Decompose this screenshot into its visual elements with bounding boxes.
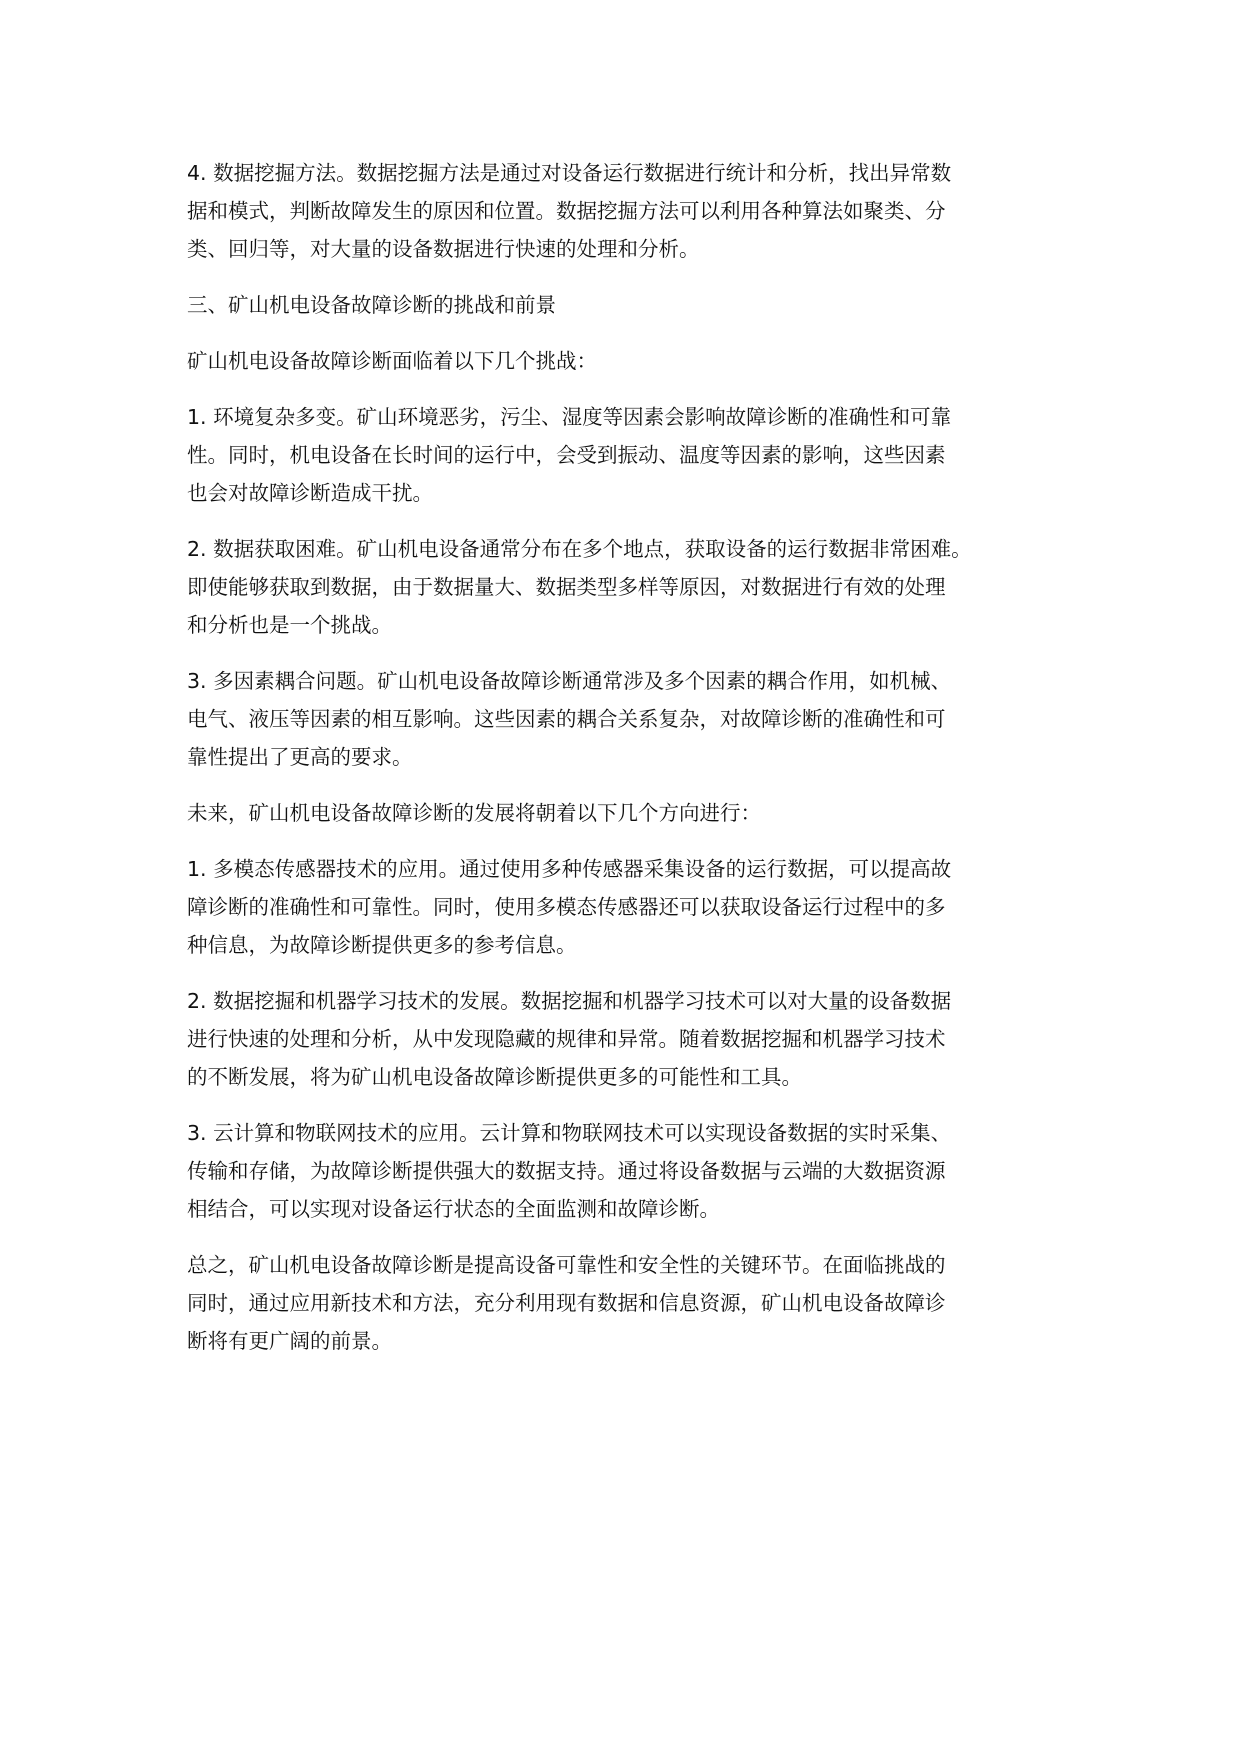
text-line: 3. 多因素耦合问题。矿山机电设备故障诊断通常涉及多个因素的耦合作用，如机械、 [187,669,952,693]
section-heading [187,286,1067,324]
text-line: 断将有更广阔的前景。 [187,1329,392,1353]
paragraph-data-mining-method [187,154,1067,268]
document-page [187,154,1067,1378]
text-line: 相结合，可以实现对设备运行状态的全面监测和故障诊断。 [187,1197,720,1221]
paragraph-challenge-3 [187,662,1067,776]
paragraph-challenge-2 [187,530,1067,644]
text-line: 的不断发展，将为矿山机电设备故障诊断提供更多的可能性和工具。 [187,1065,802,1089]
text-line: 总之，矿山机电设备故障诊断是提高设备可靠性和安全性的关键环节。在面临挑战的 [187,1253,946,1277]
text-line: 2. 数据获取困难。矿山机电设备通常分布在多个地点，获取设备的运行数据非常困难。 [187,537,972,561]
paragraph-future-2 [187,982,1067,1096]
text-line: 三、矿山机电设备故障诊断的挑战和前景 [187,293,556,317]
paragraph-future-3 [187,1114,1067,1228]
text-line: 也会对故障诊断造成干扰。 [187,481,433,505]
text-line: 1. 环境复杂多变。矿山环境恶劣，污尘、湿度等因素会影响故障诊断的准确性和可靠 [187,405,952,429]
text-line: 障诊断的准确性和可靠性。同时，使用多模态传感器还可以获取设备运行过程中的多 [187,895,946,919]
text-line: 1. 多模态传感器技术的应用。通过使用多种传感器采集设备的运行数据，可以提高故 [187,857,952,881]
text-line: 同时，通过应用新技术和方法，充分利用现有数据和信息资源，矿山机电设备故障诊 [187,1291,946,1315]
text-line: 3. 云计算和物联网技术的应用。云计算和物联网技术可以实现设备数据的实时采集、 [187,1121,952,1145]
text-line: 性。同时，机电设备在长时间的运行中，会受到振动、温度等因素的影响，这些因素 [187,443,946,467]
text-line: 矿山机电设备故障诊断面临着以下几个挑战： [187,349,597,373]
text-line: 据和模式，判断故障发生的原因和位置。数据挖掘方法可以利用各种算法如聚类、分 [187,199,946,223]
text-line: 2. 数据挖掘和机器学习技术的发展。数据挖掘和机器学习技术可以对大量的设备数据 [187,989,952,1013]
text-line: 靠性提出了更高的要求。 [187,745,413,769]
paragraph-future-intro [187,794,1067,832]
paragraph-challenge-1 [187,398,1067,512]
text-line: 电气、液压等因素的相互影响。这些因素的耦合关系复杂，对故障诊断的准确性和可 [187,707,946,731]
text-line: 类、回归等，对大量的设备数据进行快速的处理和分析。 [187,237,700,261]
paragraph-future-1 [187,850,1067,964]
text-line: 和分析也是一个挑战。 [187,613,392,637]
text-line: 种信息，为故障诊断提供更多的参考信息。 [187,933,577,957]
text-line: 即使能够获取到数据，由于数据量大、数据类型多样等原因，对数据进行有效的处理 [187,575,946,599]
text-line: 未来，矿山机电设备故障诊断的发展将朝着以下几个方向进行： [187,801,761,825]
paragraph-challenges-intro [187,342,1067,380]
text-line: 4. 数据挖掘方法。数据挖掘方法是通过对设备运行数据进行统计和分析，找出异常数 [187,161,952,185]
paragraph-conclusion [187,1246,1067,1360]
text-line: 进行快速的处理和分析，从中发现隐藏的规律和异常。随着数据挖掘和机器学习技术 [187,1027,946,1051]
text-line: 传输和存储，为故障诊断提供强大的数据支持。通过将设备数据与云端的大数据资源 [187,1159,946,1183]
